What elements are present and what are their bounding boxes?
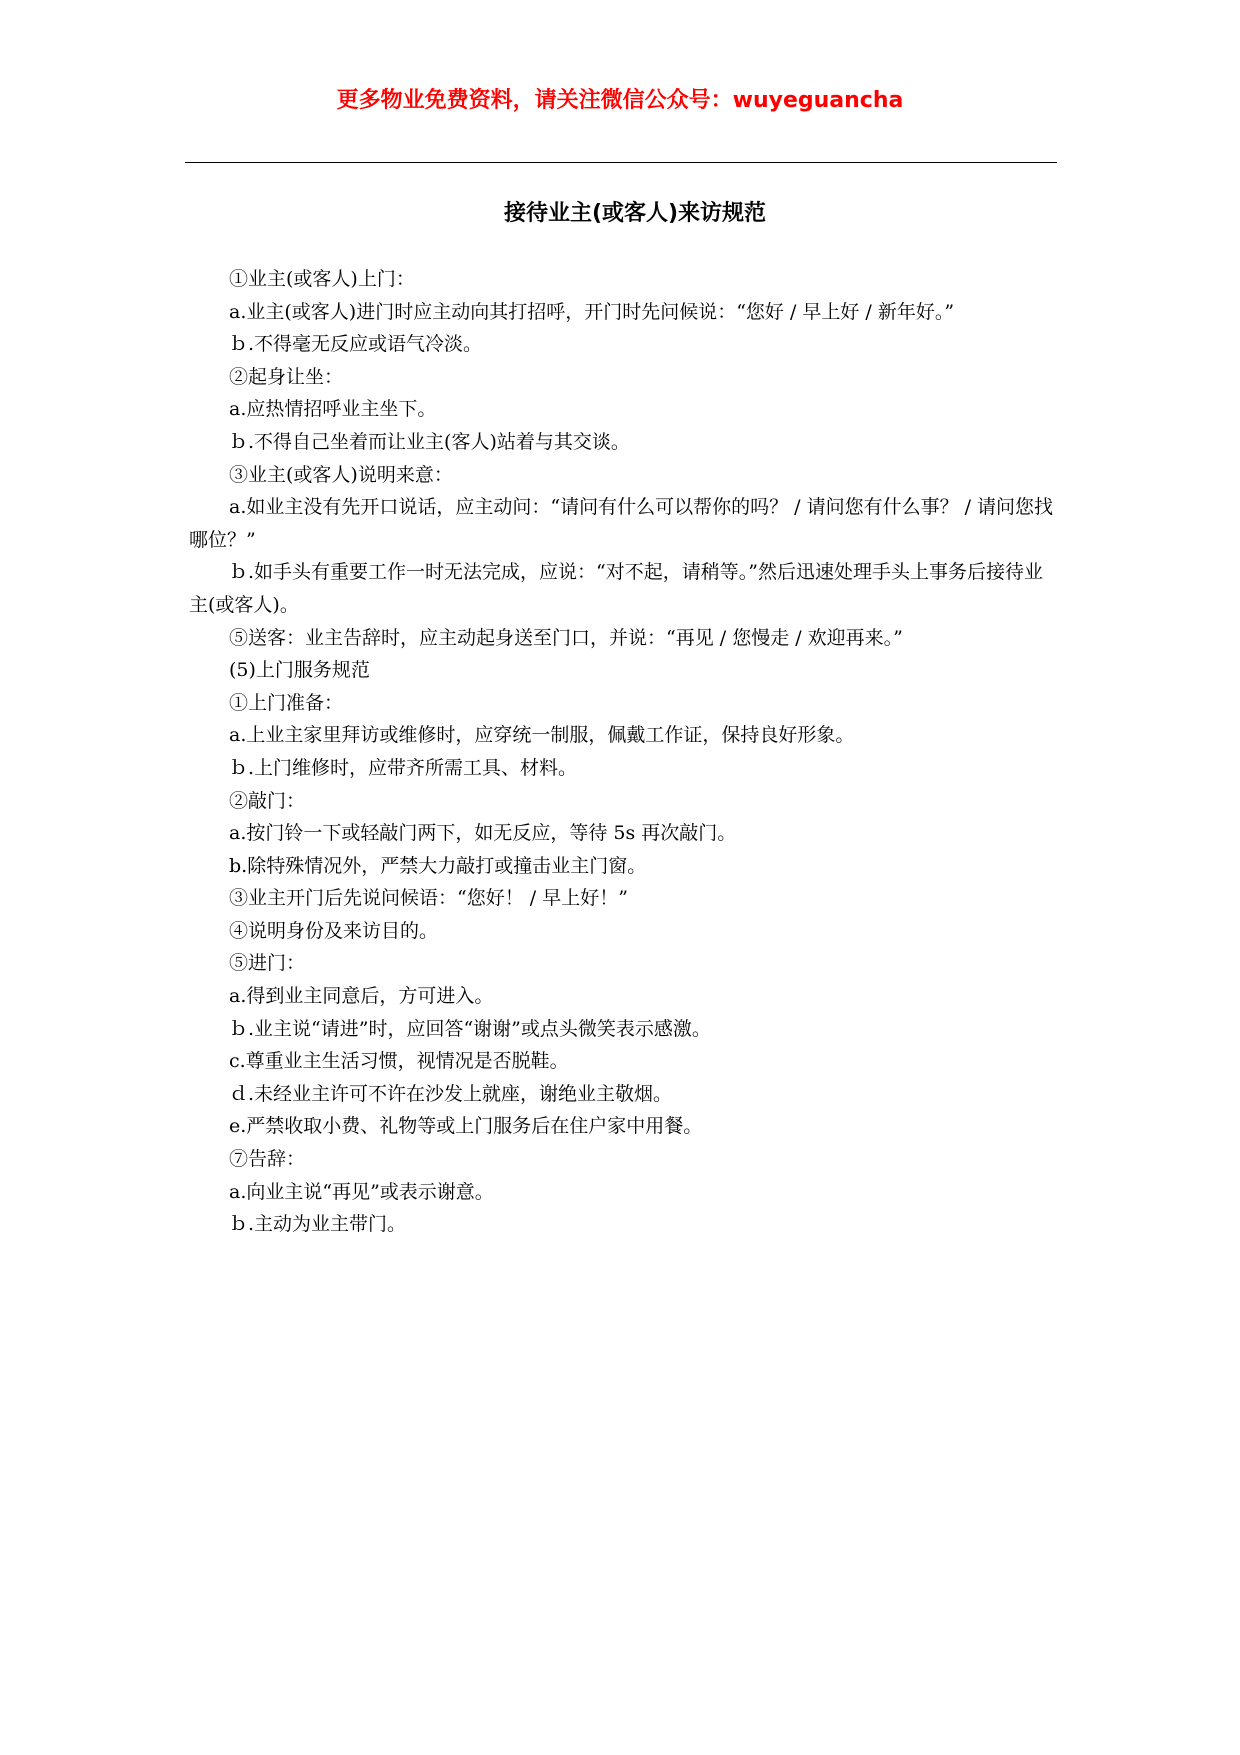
paragraph: ⑤送客：业主告辞时，应主动起身送至门口，并说：“再见 / 您慢走 / 欢迎再来。” [229,626,903,649]
document-body [189,263,1057,1241]
document-title: 接待业主(或客人)来访规范 [503,201,767,226]
paragraph: ②敲门： [229,789,306,812]
paragraph: ⑤进门： [229,952,306,975]
promo-banner: 更多物业免费资料，请关注微信公众号：wuyeguancha [336,88,904,113]
paragraph: ④说明身份及来访目的。 [229,919,439,942]
header-divider [185,162,1057,163]
paragraph: ②起身让坐： [229,365,344,388]
paragraph: ｂ.业主说“请进”时，应回答“谢谢”或点头微笑表示感激。 [229,1017,711,1040]
paragraph: ｂ.不得自己坐着而让业主(客人)站着与其交谈。 [229,430,630,453]
paragraph: ⑦告辞： [229,1148,306,1171]
paragraph: e.严禁收取小费、礼物等或上门服务后在住户家中用餐。 [229,1115,703,1138]
paragraph: ｂ.不得毫无反应或语气冷淡。 [229,333,483,356]
paragraph: a.如业主没有先开口说话，应主动问：“请问有什么可以帮你的吗？ / 请问您有什么事？ / 请问您找哪位？” [189,496,1054,551]
paragraph: a.上业主家里拜访或维修时，应穿统一制服，佩戴工作证，保持良好形象。 [229,724,855,747]
paragraph: ｄ.未经业主许可不许在沙发上就座，谢绝业主敬烟。 [229,1082,673,1105]
paragraph: c.尊重业主生活习惯，视情况是否脱鞋。 [229,1050,569,1073]
paragraph: ③业主(或客人)说明来意： [229,463,453,486]
paragraph: ｂ.主动为业主带门。 [229,1213,407,1236]
paragraph: ①业主(或客人)上门： [229,268,415,290]
paragraph: ③业主开门后先说问候语：“您好！ / 早上好！” [229,887,628,910]
paragraph: a.按门铃一下或轻敲门两下，如无反应，等待 5s 再次敲门。 [229,822,737,845]
paragraph: a.业主(或客人)进门时应主动向其打招呼，开门时先问候说：“您好 / 早上好 / 新年好。” [229,300,955,323]
paragraph: ①上门准备： [229,691,344,714]
paragraph: ｂ.如手头有重要工作一时无法完成，应说：“对不起，请稍等。”然后迅速处理手头上事务后接待业主(或客人)。 [189,561,1043,616]
paragraph: a.向业主说“再见”或表示谢意。 [229,1180,494,1203]
paragraph: ｂ.上门维修时，应带齐所需工具、材料。 [229,756,578,779]
paragraph: a.应热情招呼业主坐下。 [229,398,437,421]
paragraph: (5)上门服务规范 [229,659,370,682]
paragraph: a.得到业主同意后，方可进入。 [229,985,494,1008]
paragraph: b.除特殊情况外，严禁大力敲打或撞击业主门窗。 [229,854,647,877]
